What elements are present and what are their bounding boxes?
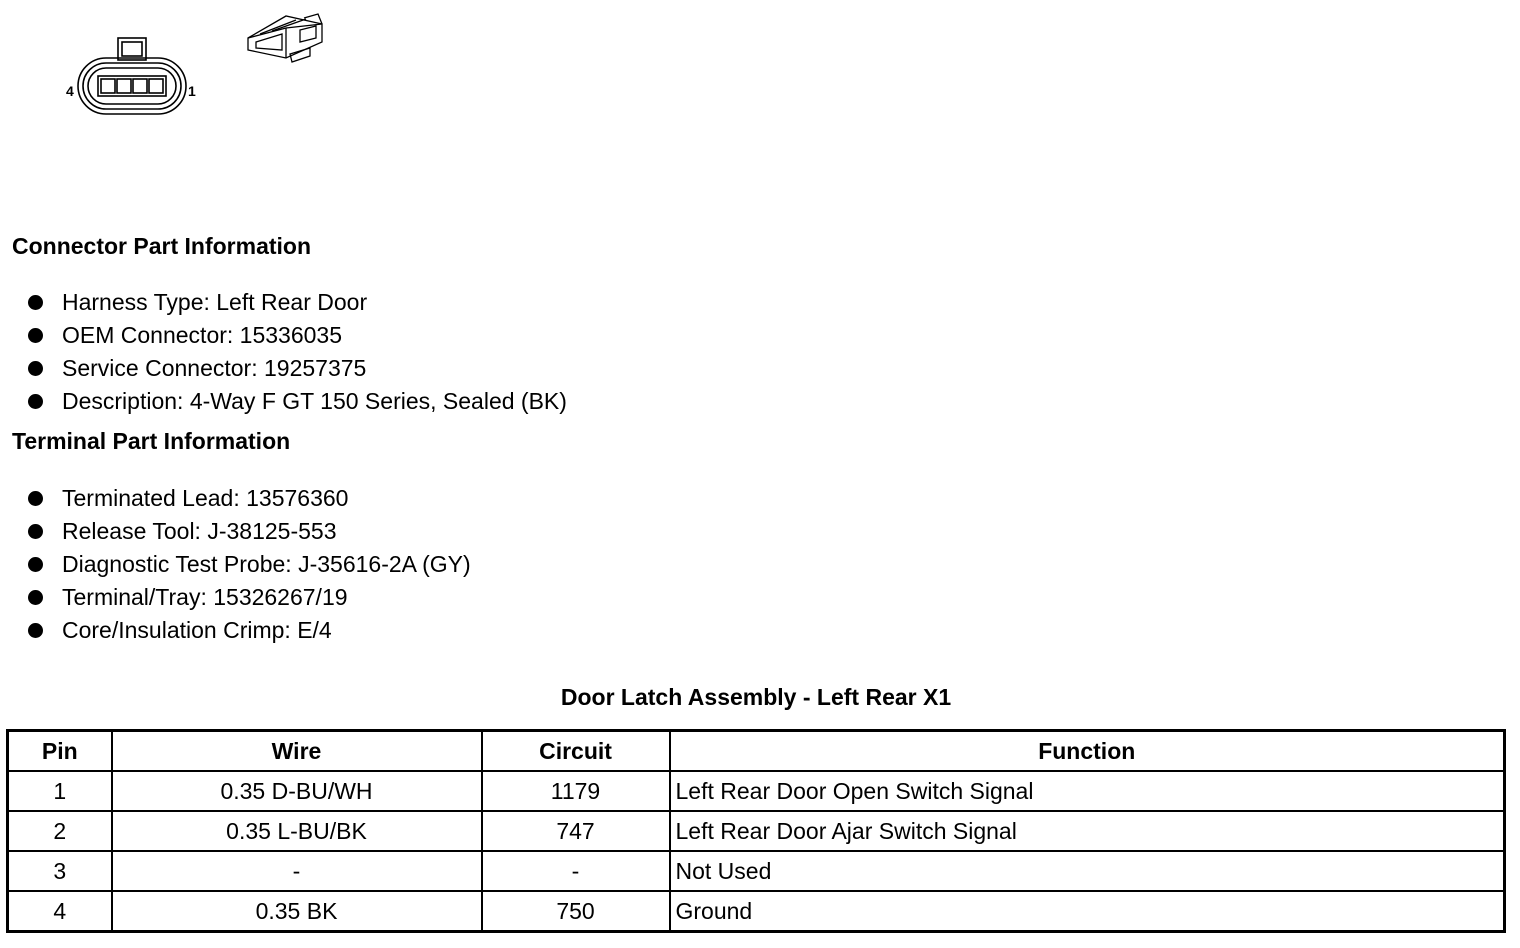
cell-function: Left Rear Door Open Switch Signal: [670, 771, 1505, 811]
cell-wire: -: [112, 851, 482, 891]
cell-wire: 0.35 D-BU/WH: [112, 771, 482, 811]
bullet-icon: [28, 590, 43, 605]
table-header-row: [8, 731, 1505, 772]
cell-pin: 2: [8, 811, 112, 851]
pin-label-right: 1: [188, 83, 196, 99]
bullet-icon: [28, 623, 43, 638]
list-item: [28, 482, 471, 515]
bullet-icon: [28, 361, 43, 376]
column-header-pin: Pin: [8, 731, 112, 772]
cell-circuit: 747: [482, 811, 670, 851]
column-header-wire: Wire: [112, 731, 482, 772]
column-header-function: Function: [670, 731, 1505, 772]
column-header-circuit: Circuit: [482, 731, 670, 772]
bullet-icon: [28, 394, 43, 409]
list-item-text: Terminated Lead: 13576360: [62, 485, 349, 511]
list-item: [28, 319, 567, 352]
connector-info-list: [28, 286, 567, 418]
bullet-icon: [28, 491, 43, 506]
bullet-icon: [28, 328, 43, 343]
table-row: [8, 851, 1505, 891]
list-item: [28, 352, 567, 385]
cell-pin: 4: [8, 891, 112, 932]
terminal-info-heading: Terminal Part Information: [12, 428, 291, 454]
cell-pin: 3: [8, 851, 112, 891]
cell-wire: 0.35 L-BU/BK: [112, 811, 482, 851]
bullet-icon: [28, 524, 43, 539]
connector-face-icon: [78, 38, 186, 114]
list-item-text: Service Connector: 19257375: [62, 355, 367, 381]
list-item-text: Description: 4-Way F GT 150 Series, Sealed (BK): [62, 388, 567, 414]
list-item: [28, 385, 567, 418]
cell-function: Ground: [670, 891, 1505, 932]
bullet-icon: [28, 557, 43, 572]
cell-circuit: 750: [482, 891, 670, 932]
list-item-text: OEM Connector: 15336035: [62, 322, 343, 348]
list-item-text: Harness Type: Left Rear Door: [62, 289, 368, 315]
pinout-table: [6, 729, 1506, 933]
connector-info-heading: Connector Part Information: [12, 233, 312, 259]
list-item-text: Core/Insulation Crimp: E/4: [62, 617, 332, 643]
list-item: [28, 515, 471, 548]
connector-illustration: [60, 10, 340, 120]
table-row: [8, 811, 1505, 851]
list-item: [28, 548, 471, 581]
table-row: [8, 771, 1505, 811]
cell-function: Left Rear Door Ajar Switch Signal: [670, 811, 1505, 851]
cell-function: Not Used: [670, 851, 1505, 891]
bullet-icon: [28, 295, 43, 310]
terminal-info-list: [28, 482, 471, 647]
cell-pin: 1: [8, 771, 112, 811]
connector-isometric-icon: [248, 14, 322, 62]
list-item: [28, 614, 471, 647]
cell-circuit: -: [482, 851, 670, 891]
list-item-text: Release Tool: J-38125-553: [62, 518, 337, 544]
list-item-text: Terminal/Tray: 15326267/19: [62, 584, 348, 610]
table-row: [8, 891, 1505, 932]
cell-circuit: 1179: [482, 771, 670, 811]
list-item: [28, 286, 567, 319]
pin-label-left: 4: [66, 83, 74, 99]
cell-wire: 0.35 BK: [112, 891, 482, 932]
list-item-text: Diagnostic Test Probe: J-35616-2A (GY): [62, 551, 471, 577]
list-item: [28, 581, 471, 614]
table-title: Door Latch Assembly - Left Rear X1: [560, 684, 952, 710]
